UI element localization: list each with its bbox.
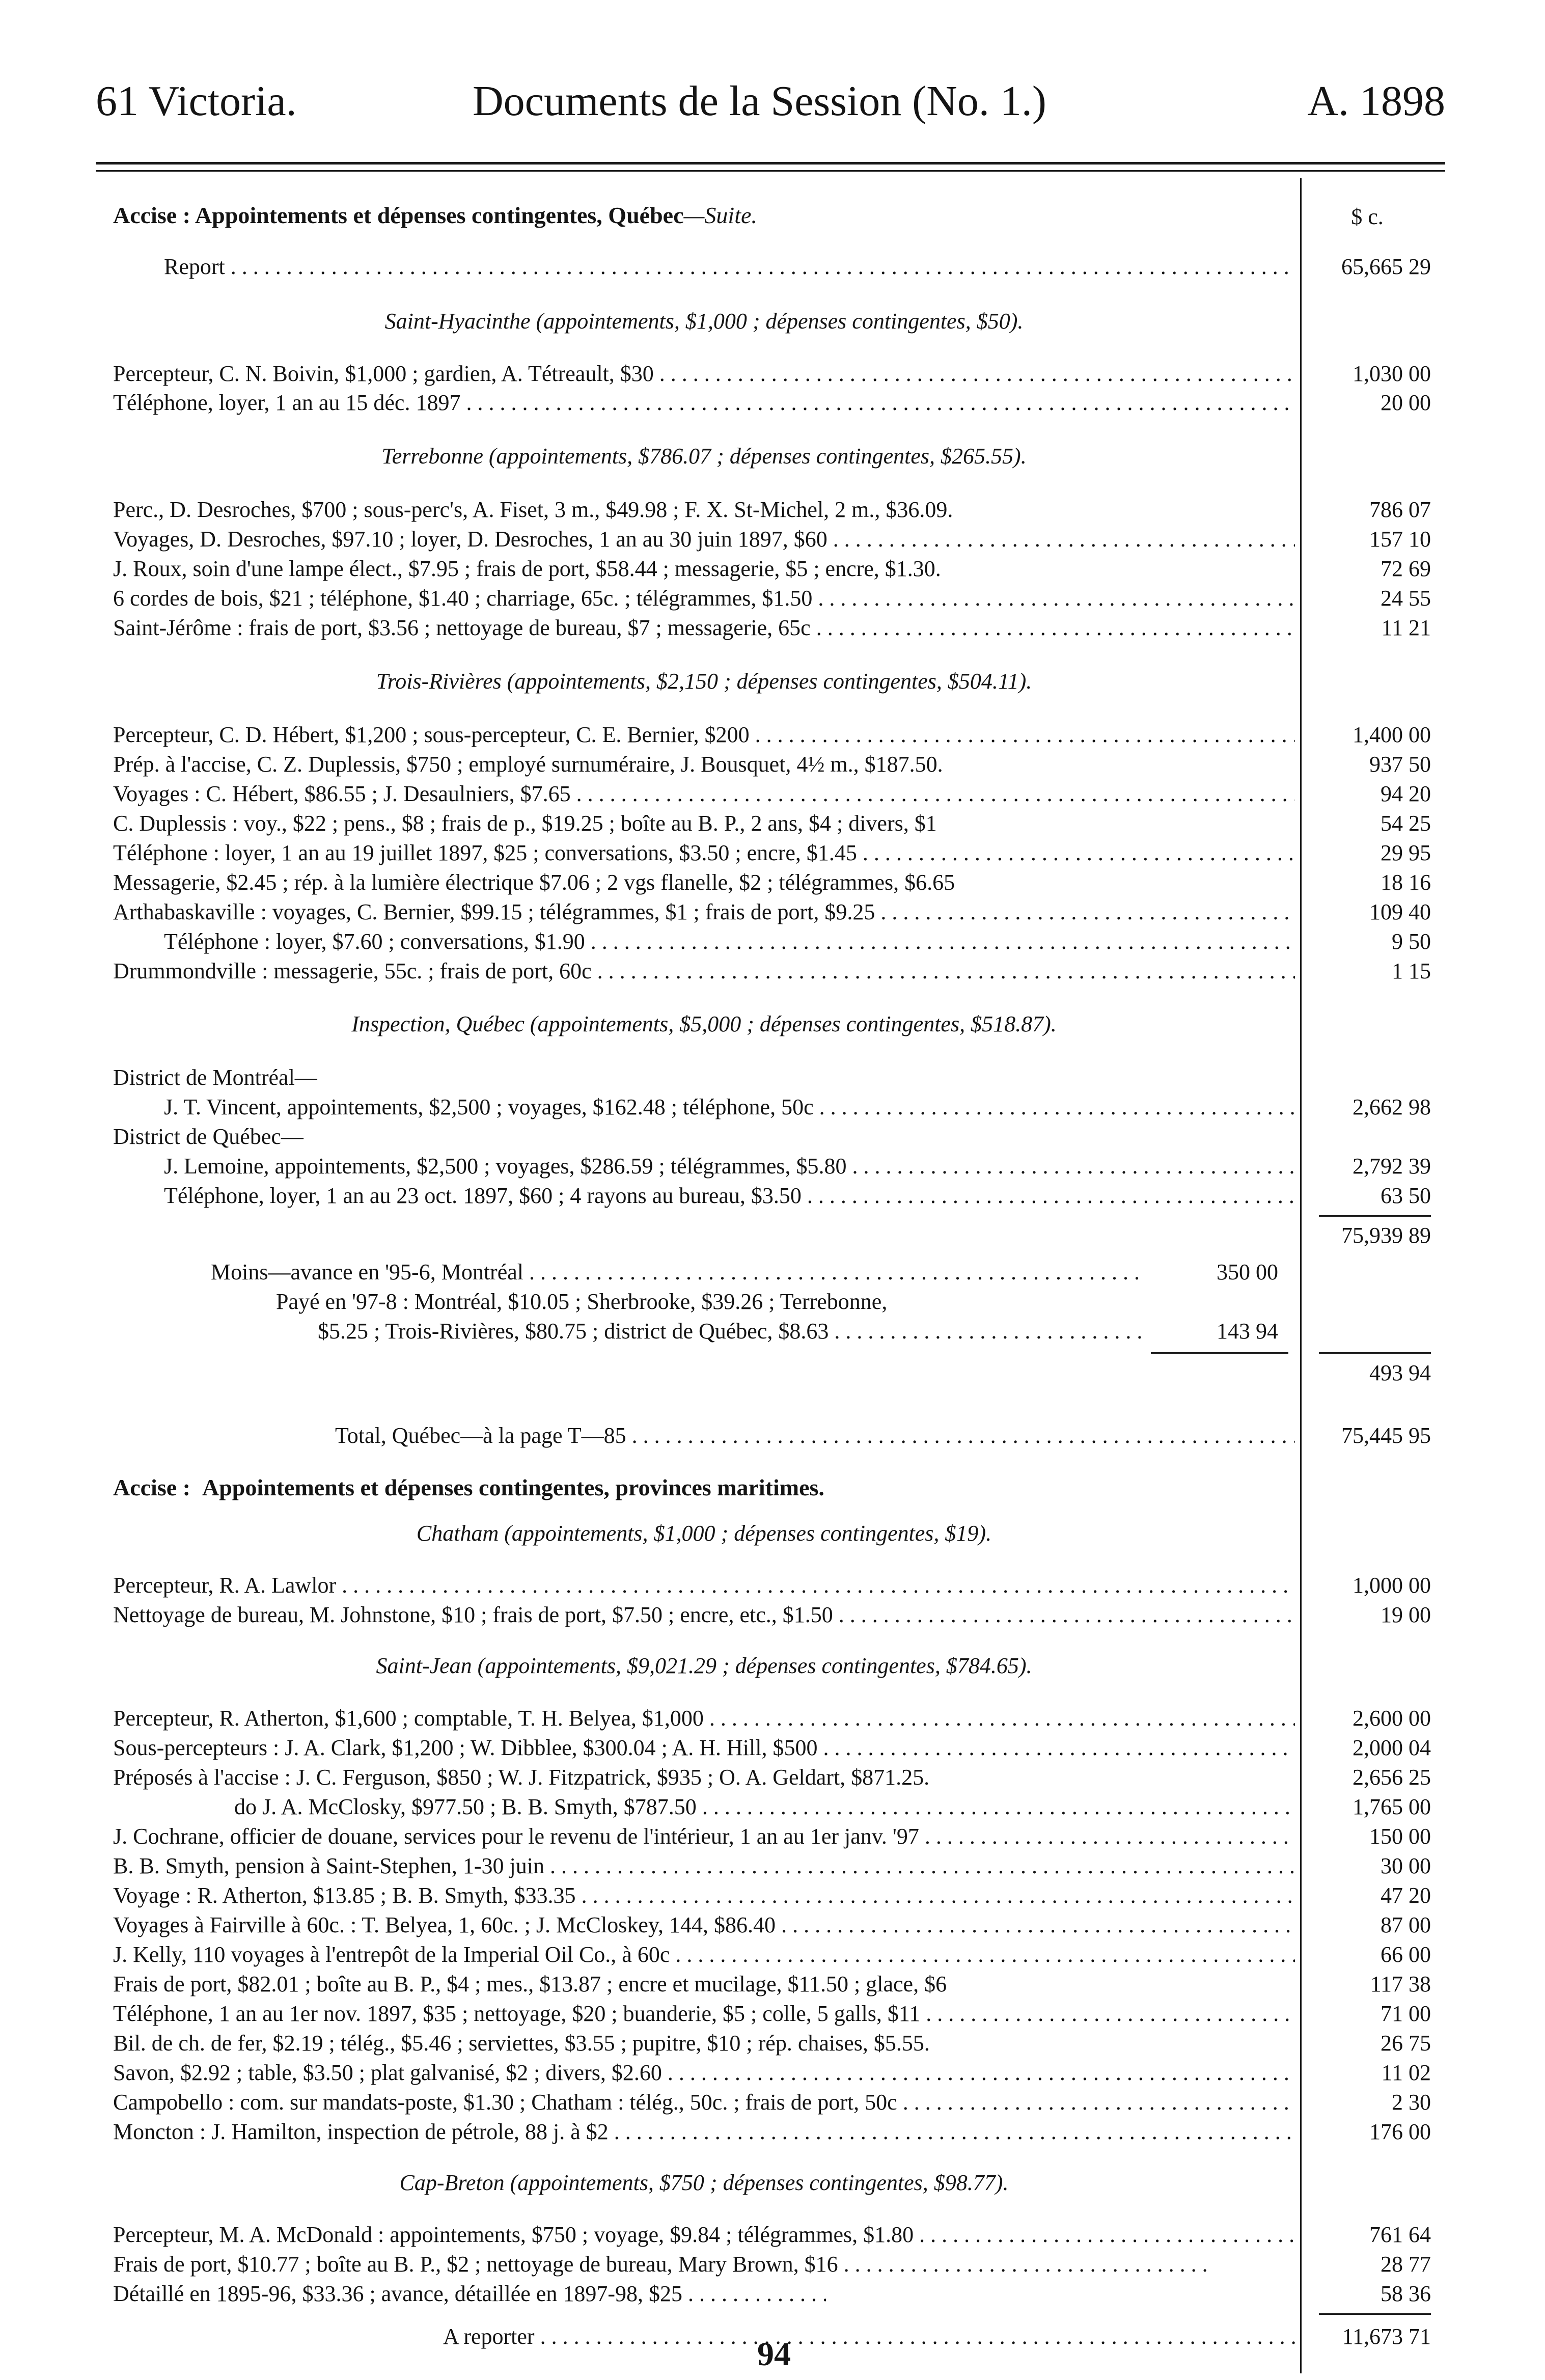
section2-title-prefix: Accise : — [113, 1474, 190, 1500]
entry-amount: 19 00 — [1381, 1602, 1431, 1627]
entry-row: Percepteur, R. Atherton, $1,600 ; comptable, T. H. Belyea, $1,000 . . . — [113, 1705, 1295, 1732]
entry-row: J. Kelly, 110 voyages à l'entrepôt de la Imperial Oil Co., à 60c . . . — [113, 1941, 1295, 1968]
carry-label: A reporter . . . — [443, 2323, 1295, 2350]
entry-amount: 2,600 00 — [1353, 1706, 1431, 1731]
total-amount: 75,445 95 — [1341, 1423, 1431, 1448]
entry-amount: 63 50 — [1381, 1183, 1431, 1208]
entry-amount: 1,000 00 — [1353, 1573, 1431, 1598]
entry-amount: 71 00 — [1381, 2001, 1431, 2026]
entry-amount: 11 21 — [1381, 615, 1431, 640]
district-label: District de Montréal— — [113, 1065, 317, 1090]
group-heading: Chatham (appointements, $1,000 ; dépenses contingentes, $19). — [416, 1521, 992, 1546]
moins-label: Moins—avance en '95-6, Montréal . . . — [211, 1259, 1141, 1285]
moins-amount: 350 00 — [1217, 1260, 1278, 1284]
entry-amount: 1,400 00 — [1353, 722, 1431, 747]
entry-row: J. T. Vincent, appointements, $2,500 ; voyages, $162.48 ; téléphone, 50c . . . — [164, 1094, 1295, 1120]
entry-amount: 20 00 — [1381, 390, 1431, 415]
entry-row: Téléphone : loyer, $7.60 ; conversations, $1.90 . . . — [164, 928, 1295, 955]
report-label: Report . . . — [164, 254, 1295, 280]
section2-title-bold: Appointements et dépenses contingentes, provinces maritimes. — [202, 1474, 824, 1500]
entry-amount: 2,792 39 — [1353, 1154, 1431, 1179]
section1-title-suffix: —Suite. — [683, 202, 757, 228]
entry-row: Savon, $2.92 ; table, $3.50 ; plat galvanisé, $2 ; divers, $2.60 . . . — [113, 2060, 1295, 2086]
entry-amount: 786 07 — [1369, 497, 1431, 522]
entry-row: Percepteur, C. N. Boivin, $1,000 ; gardien, A. Tétreault, $30 . . . — [113, 361, 1295, 387]
entry-amount: 72 69 — [1381, 556, 1431, 581]
page-number: 94 — [757, 2336, 791, 2373]
header-rule-thick — [96, 162, 1445, 165]
group-heading: Saint-Jean (appointements, $9,021.29 ; dépenses contingentes, $784.65). — [376, 1653, 1032, 1678]
header-center: Documents de la Session (No. 1.) — [473, 77, 1046, 125]
entry-amount: 937 50 — [1369, 752, 1431, 777]
entry-amount: 157 10 — [1369, 527, 1431, 552]
entry-row: Voyage : R. Atherton, $13.85 ; B. B. Smyth, $33.35 . . . — [113, 1882, 1295, 1909]
entry-row: Téléphone : loyer, 1 an au 19 juillet 1897, $25 ; conversations, $3.50 ; encre, $1.45 . . . — [113, 840, 1295, 866]
group-heading: Cap-Breton (appointements, $750 ; dépenses contingentes, $98.77). — [399, 2170, 1009, 2195]
entry-row: Téléphone, loyer, 1 an au 23 oct. 1897, $60 ; 4 rayons au bureau, $3.50 . . . — [164, 1183, 1295, 1209]
entry-amount: 29 95 — [1381, 840, 1431, 865]
entry-row: Percepteur, R. A. Lawlor . . . — [113, 1572, 1295, 1599]
entry-amount: 66 00 — [1381, 1942, 1431, 1967]
paye-line1: Payé en '97-8 : Montréal, $10.05 ; Sherbrooke, $39.26 ; Terrebonne, — [276, 1289, 888, 1314]
entry-amount: 117 38 — [1370, 1972, 1431, 1996]
district-label: District de Québec— — [113, 1124, 304, 1149]
entry-row: Préposés à l'accise : J. C. Ferguson, $850 ; W. J. Fitzpatrick, $935 ; O. A. Geldart, $871.25. — [113, 1765, 930, 1790]
deduction-rule-right — [1319, 1352, 1431, 1354]
entry-row: Nettoyage de bureau, M. Johnstone, $10 ; frais de port, $7.50 ; encre, etc., $1.50 . . . — [113, 1602, 1295, 1628]
deduction-rule — [1151, 1352, 1288, 1354]
paye-line2: $5.25 ; Trois-Rivières, $80.75 ; district de Québec, $8.63 . . . — [318, 1318, 1141, 1345]
entry-amount: 761 64 — [1369, 2222, 1431, 2247]
entry-amount: 2,662 98 — [1353, 1095, 1431, 1119]
entry-row: Percepteur, C. D. Hébert, $1,200 ; sous-percepteur, C. E. Bernier, $200 . . . — [113, 722, 1295, 748]
entry-row: Téléphone, loyer, 1 an au 15 déc. 1897 . . . — [113, 390, 1295, 416]
entry-row: Voyages à Fairville à 60c. : T. Belyea, 1, 60c. ; J. McCloskey, 144, $86.40 . . . — [113, 1912, 1295, 1938]
entry-amount: 2 30 — [1392, 2090, 1431, 2115]
subtotal-amount: 75,939 89 — [1341, 1223, 1431, 1248]
entry-row: J. Cochrane, officier de douane, services pour le revenu de l'intérieur, 1 an au 1er janv. '97 . . . — [113, 1823, 1295, 1850]
entry-row: J. Lemoine, appointements, $2,500 ; voyages, $286.59 ; télégrammes, $5.80 . . . — [164, 1153, 1295, 1180]
entry-amount: 47 20 — [1381, 1883, 1431, 1908]
running-header — [96, 76, 1445, 132]
entry-amount: 87 00 — [1381, 1912, 1431, 1937]
entry-amount: 1 15 — [1392, 959, 1431, 983]
carry-amount: 11,673 71 — [1342, 2324, 1431, 2349]
header-right: A. 1898 — [1307, 77, 1445, 125]
group-heading: Terrebonne (appointements, $786.07 ; dépenses contingentes, $265.55). — [381, 444, 1027, 469]
entry-amount: 24 55 — [1381, 586, 1431, 611]
entry-amount: 18 16 — [1381, 870, 1431, 895]
entry-amount: 150 00 — [1369, 1824, 1431, 1849]
entry-row: Bil. de ch. de fer, $2.19 ; télég., $5.46 ; serviettes, $3.55 ; pupitre, $10 ; rép. chaises, $5.55. — [113, 2031, 930, 2056]
header-left: 61 Victoria. — [96, 77, 297, 125]
entry-row: Voyages, D. Desroches, $97.10 ; loyer, D. Desroches, 1 an au 30 juin 1897, $60 . . . — [113, 526, 1295, 553]
entry-amount: 1,030 00 — [1353, 361, 1431, 386]
entry-row: Campobello : com. sur mandats-poste, $1.30 ; Chatham : télég., 50c. ; frais de port, 50c . . . — [113, 2089, 1295, 2116]
entry-amount: 94 20 — [1381, 781, 1431, 806]
entry-row: Frais de port, $10.77 ; boîte au B. P., $2 ; nettoyage de bureau, Mary Brown, $16 . . . — [113, 2251, 1208, 2278]
entry-row: Sous-percepteurs : J. A. Clark, $1,200 ; W. Dibblee, $300.04 ; A. H. Hill, $500 . . . — [113, 1735, 1295, 1761]
entry-row: Voyages : C. Hébert, $86.55 ; J. Desaulniers, $7.65 . . . — [113, 781, 1295, 807]
total-label: Total, Québec—à la page T—85 . . . — [335, 1422, 1295, 1449]
entry-row: Frais de port, $82.01 ; boîte au B. P., $4 ; mes., $13.87 ; encre et mucilage, $11.50 ; glace, $6 — [113, 1972, 947, 1996]
section2-title — [113, 1473, 1295, 1502]
entry-row: Moncton : J. Hamilton, inspection de pétrole, 88 j. à $2 . . . — [113, 2119, 1295, 2145]
currency-header: $ c. — [1351, 204, 1384, 229]
entry-amount: 26 75 — [1381, 2031, 1431, 2056]
entry-amount: 1,765 00 — [1353, 1794, 1431, 1819]
report-amount: 65,665 29 — [1341, 254, 1431, 279]
entry-amount: 2,000 04 — [1353, 1735, 1431, 1760]
section1-title — [113, 201, 1295, 230]
entry-row: Arthabaskaville : voyages, C. Bernier, $99.15 ; télégrammes, $1 ; frais de port, $9.25 . . . — [113, 899, 1295, 925]
entry-amount: 2,656 25 — [1353, 1765, 1431, 1790]
entry-row: do J. A. McClosky, $977.50 ; B. B. Smyth, $787.50 . . . — [234, 1794, 1295, 1820]
entry-row: Drummondville : messagerie, 55c. ; frais de port, 60c . . . — [113, 958, 1295, 984]
entry-row: Prép. à l'accise, C. Z. Duplessis, $750 ; employé surnuméraire, J. Bousquet, 4½ m., $187.50. — [113, 752, 943, 777]
entry-amount: 58 36 — [1381, 2281, 1431, 2306]
entry-row: Détaillé en 1895-96, $33.36 ; avance, détaillée en 1897-98, $25 . . . — [113, 2281, 826, 2307]
paye-amount: 143 94 — [1217, 1319, 1278, 1344]
entry-amount: 30 00 — [1381, 1853, 1431, 1878]
entry-amount: 109 40 — [1369, 899, 1431, 924]
entry-row: Téléphone, 1 an au 1er nov. 1897, $35 ; nettoyage, $20 ; buanderie, $5 ; colle, 5 galls, $11 . . . — [113, 2001, 1295, 2027]
entry-amount: 54 25 — [1381, 811, 1431, 836]
deduction-total: 493 94 — [1369, 1360, 1431, 1385]
group-heading: Inspection, Québec (appointements, $5,000 ; dépenses contingentes, $518.87). — [351, 1011, 1057, 1036]
entry-row: 6 cordes de bois, $21 ; téléphone, $1.40 ; charriage, 65c. ; télégrammes, $1.50 . . . — [113, 585, 1295, 612]
entry-row: Percepteur, M. A. McDonald : appointements, $750 ; voyage, $9.84 ; télégrammes, $1.80 . . . — [113, 2222, 1295, 2248]
entry-amount: 9 50 — [1392, 929, 1431, 954]
carry-rule — [1319, 2313, 1431, 2315]
section1-title-bold: Accise : Appointements et dépenses contingentes, Québec — [113, 202, 684, 228]
entry-row: J. Roux, soin d'une lampe élect., $7.95 ; frais de port, $58.44 ; messagerie, $5 ; encre, $1.30. — [113, 556, 941, 581]
group-heading: Trois-Rivières (appointements, $2,150 ; dépenses contingentes, $504.11). — [376, 669, 1032, 694]
entry-row: Messagerie, $2.45 ; rép. à la lumière électrique $7.06 ; 2 vgs flanelle, $2 ; télégrammes, $6.65 — [113, 870, 955, 895]
entry-row: B. B. Smyth, pension à Saint-Stephen, 1-30 juin . . . — [113, 1853, 1295, 1879]
amount-column-rule — [1300, 178, 1302, 2373]
entry-row: Saint-Jérôme : frais de port, $3.56 ; nettoyage de bureau, $7 ; messagerie, 65c . . . — [113, 615, 1295, 641]
entry-row: C. Duplessis : voy., $22 ; pens., $8 ; frais de p., $19.25 ; boîte au B. P., 2 ans, $4 ; divers, $1 — [113, 811, 937, 836]
entry-amount: 176 00 — [1369, 2119, 1431, 2144]
subtotal-rule — [1319, 1215, 1431, 1217]
entry-amount: 11 02 — [1381, 2060, 1431, 2085]
group-heading: Saint-Hyacinthe (appointements, $1,000 ; dépenses contingentes, $50). — [384, 309, 1024, 334]
entry-row: Perc., D. Desroches, $700 ; sous-perc's, A. Fiset, 3 m., $49.98 ; F. X. St-Michel, 2 m., $36.09. — [113, 497, 953, 522]
entry-amount: 28 77 — [1381, 2252, 1431, 2277]
header-rule-thin — [96, 170, 1445, 172]
